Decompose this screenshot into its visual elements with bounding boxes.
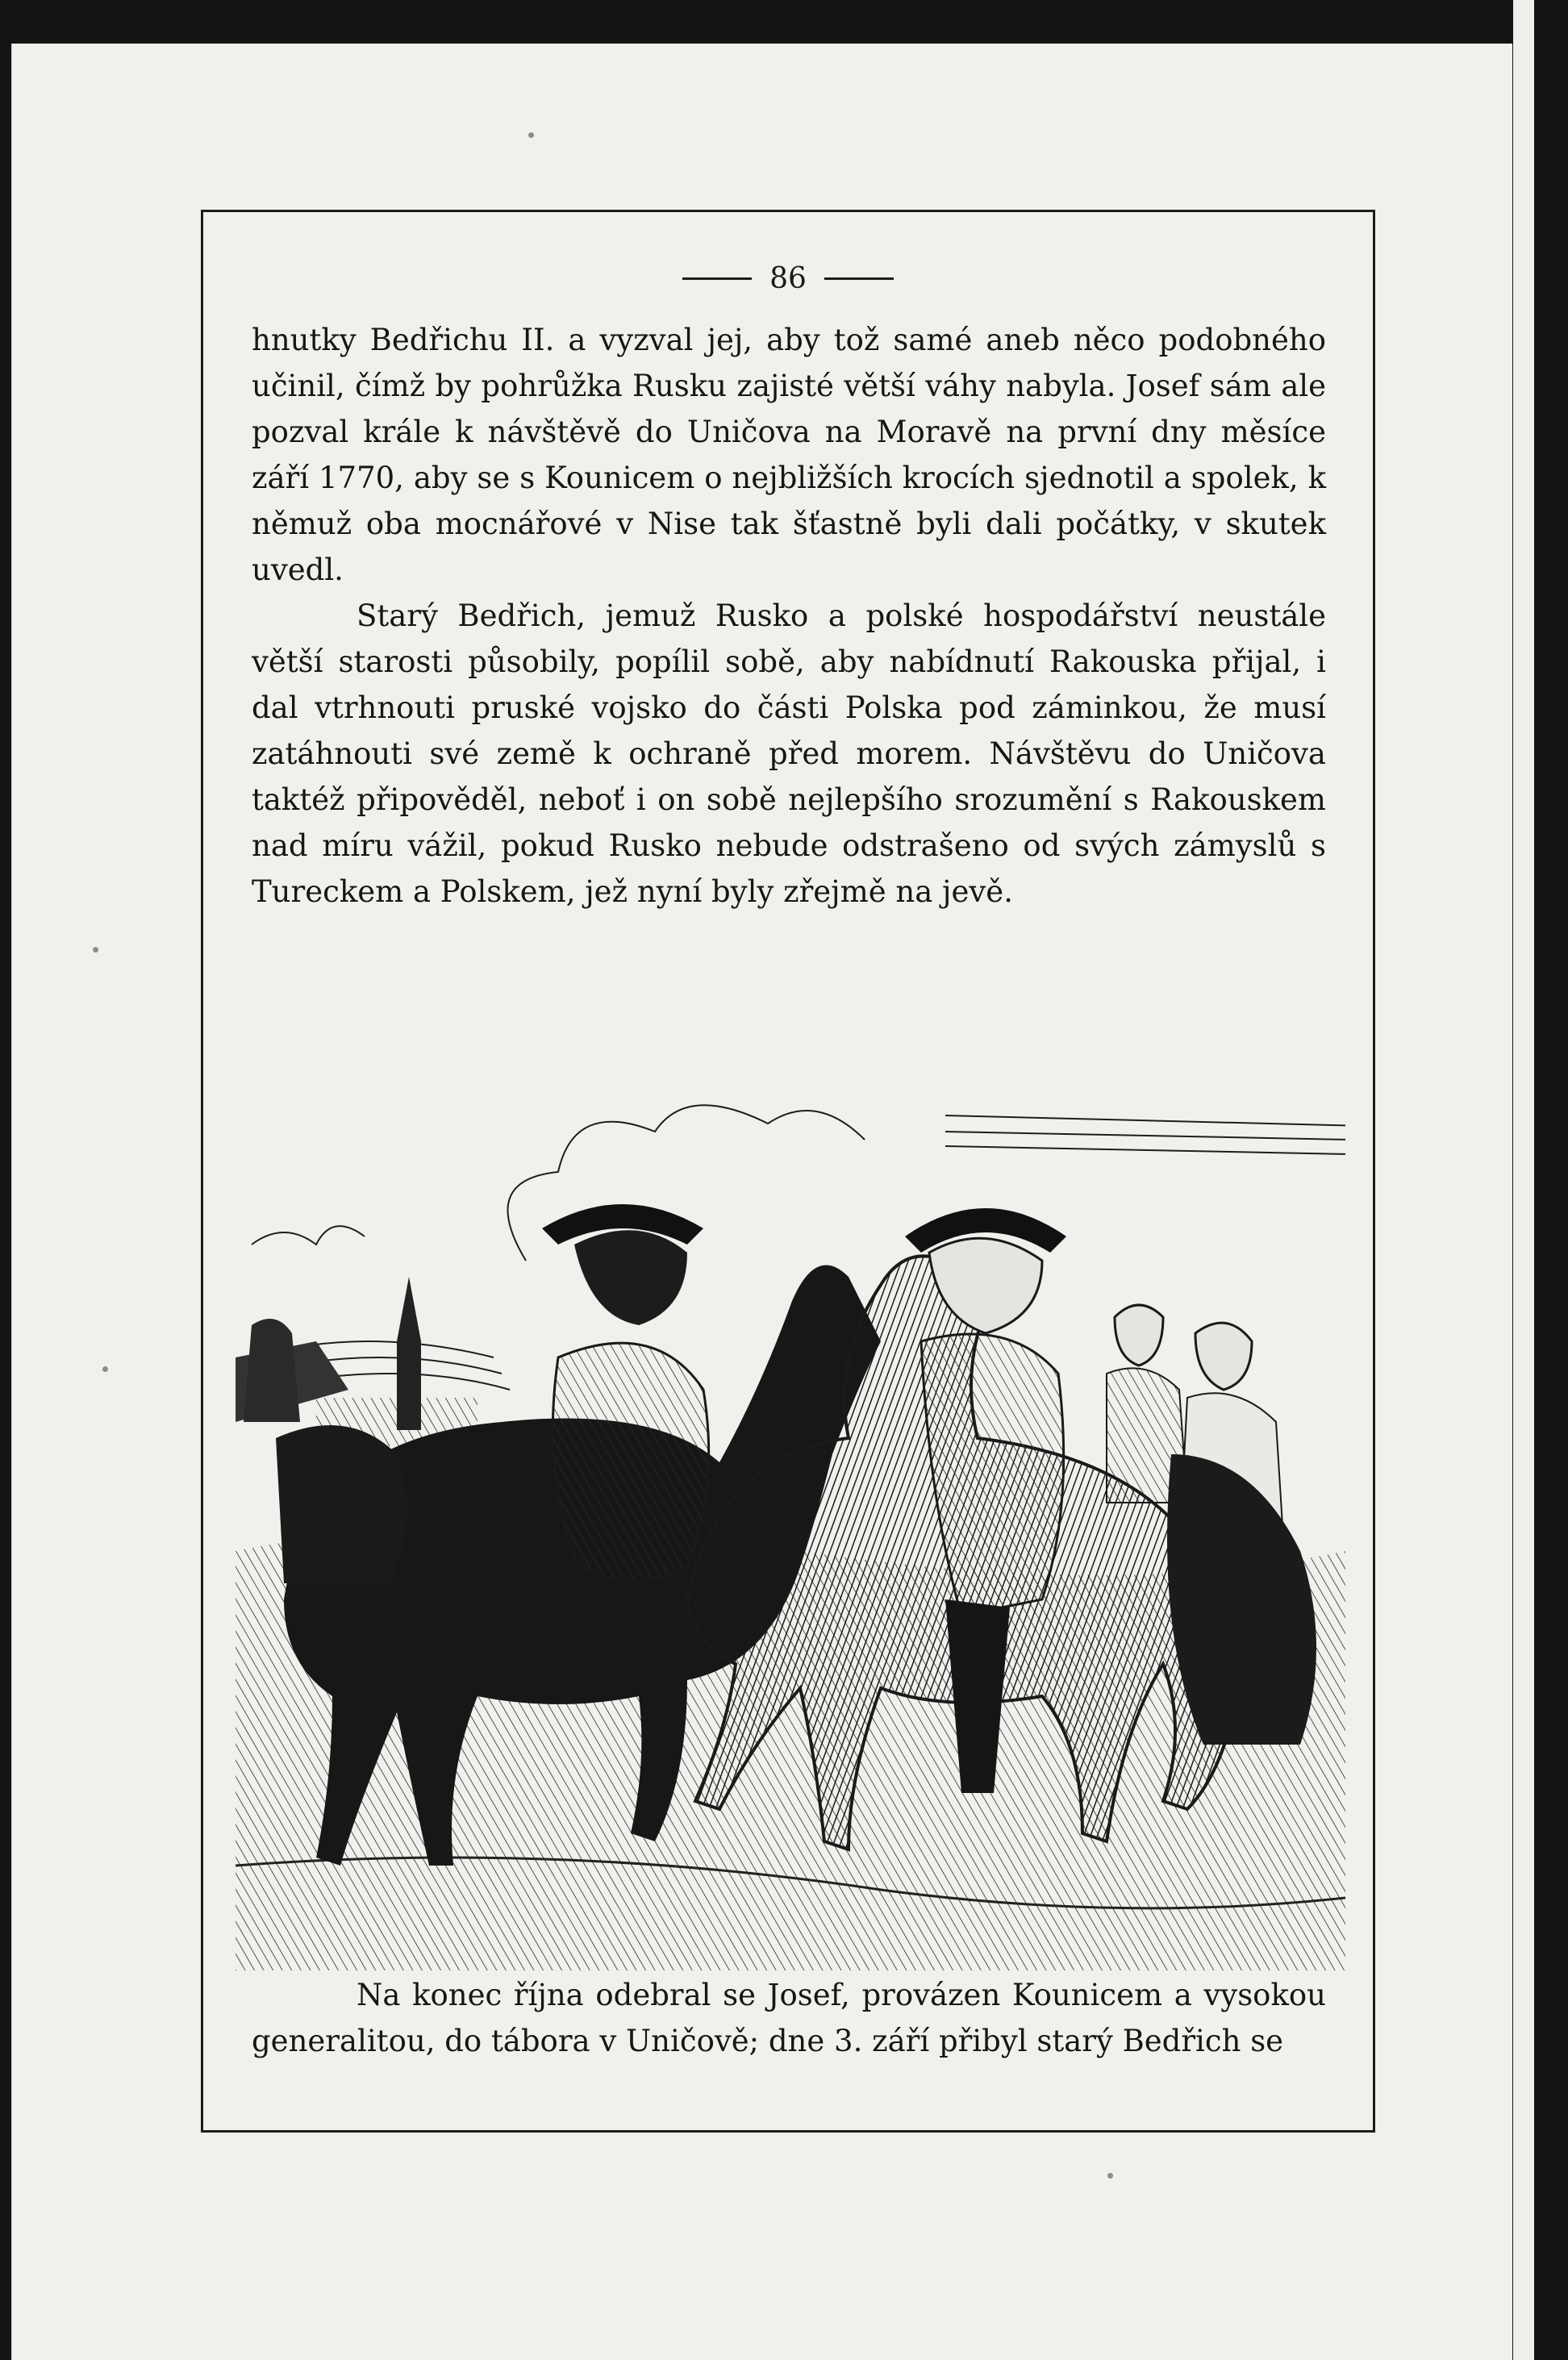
rider-left (542, 1204, 709, 1582)
paper-speck (528, 132, 534, 138)
next-page-edge (1513, 0, 1534, 2360)
page-number: 86 (769, 262, 807, 295)
paper-speck (1107, 2173, 1113, 2179)
book-page (11, 44, 1512, 2360)
paragraph: Starý Bedřich, jemuž Rusko a polské hospodářství neustále větší starosti působily, popílil sobě, aby nabídnutí Rakouska přijal, i dal vtrhnouti pruské vojsko do části Polska pod záminkou, že musí zatáhnouti své země k ochraně před morem. Návštěvu do Uničova taktéž připověděl, neboť i on sobě nejlepšího srozumění s Rakouskem nad míru vážil, pokud Rusko nebude odstrašeno od svých zámyslů s Tureckem a Polskem, jež nyní byly zřejmě na jevě. (252, 598, 1326, 909)
paragraph: hnutky Bedřichu II. a vyzval jej, aby tož samé aneb něco podobného učinil, čímž by pohrůžka Rusku zajisté větší váhy nabyla. Josef sám ale pozval krále k návštěvě do Uničova na Moravě na první dny měsíce září 1770, aby se s Kounicem o nejbližších krocích sjednotil a spolek, k němuž oba mocnářové v Nise tak šťastně byli dali počátky, v skutek uvedl. (252, 323, 1326, 587)
header-rule-left (682, 277, 752, 280)
page-frame (201, 210, 1375, 2133)
paper-speck (93, 947, 98, 953)
engraving-illustration (236, 938, 1345, 1970)
paper-speck (102, 1366, 108, 1372)
header-rule-right (824, 277, 894, 280)
body-text-bottom (252, 1972, 1326, 2064)
paragraph: Na konec října odebral se Josef, provázen Kounicem a vysokou generalitou, do tábora v Uničově; dne 3. září přibyl starý Bedřich se (252, 1978, 1326, 2058)
body-text-top (252, 317, 1326, 915)
page-header (203, 262, 1373, 295)
